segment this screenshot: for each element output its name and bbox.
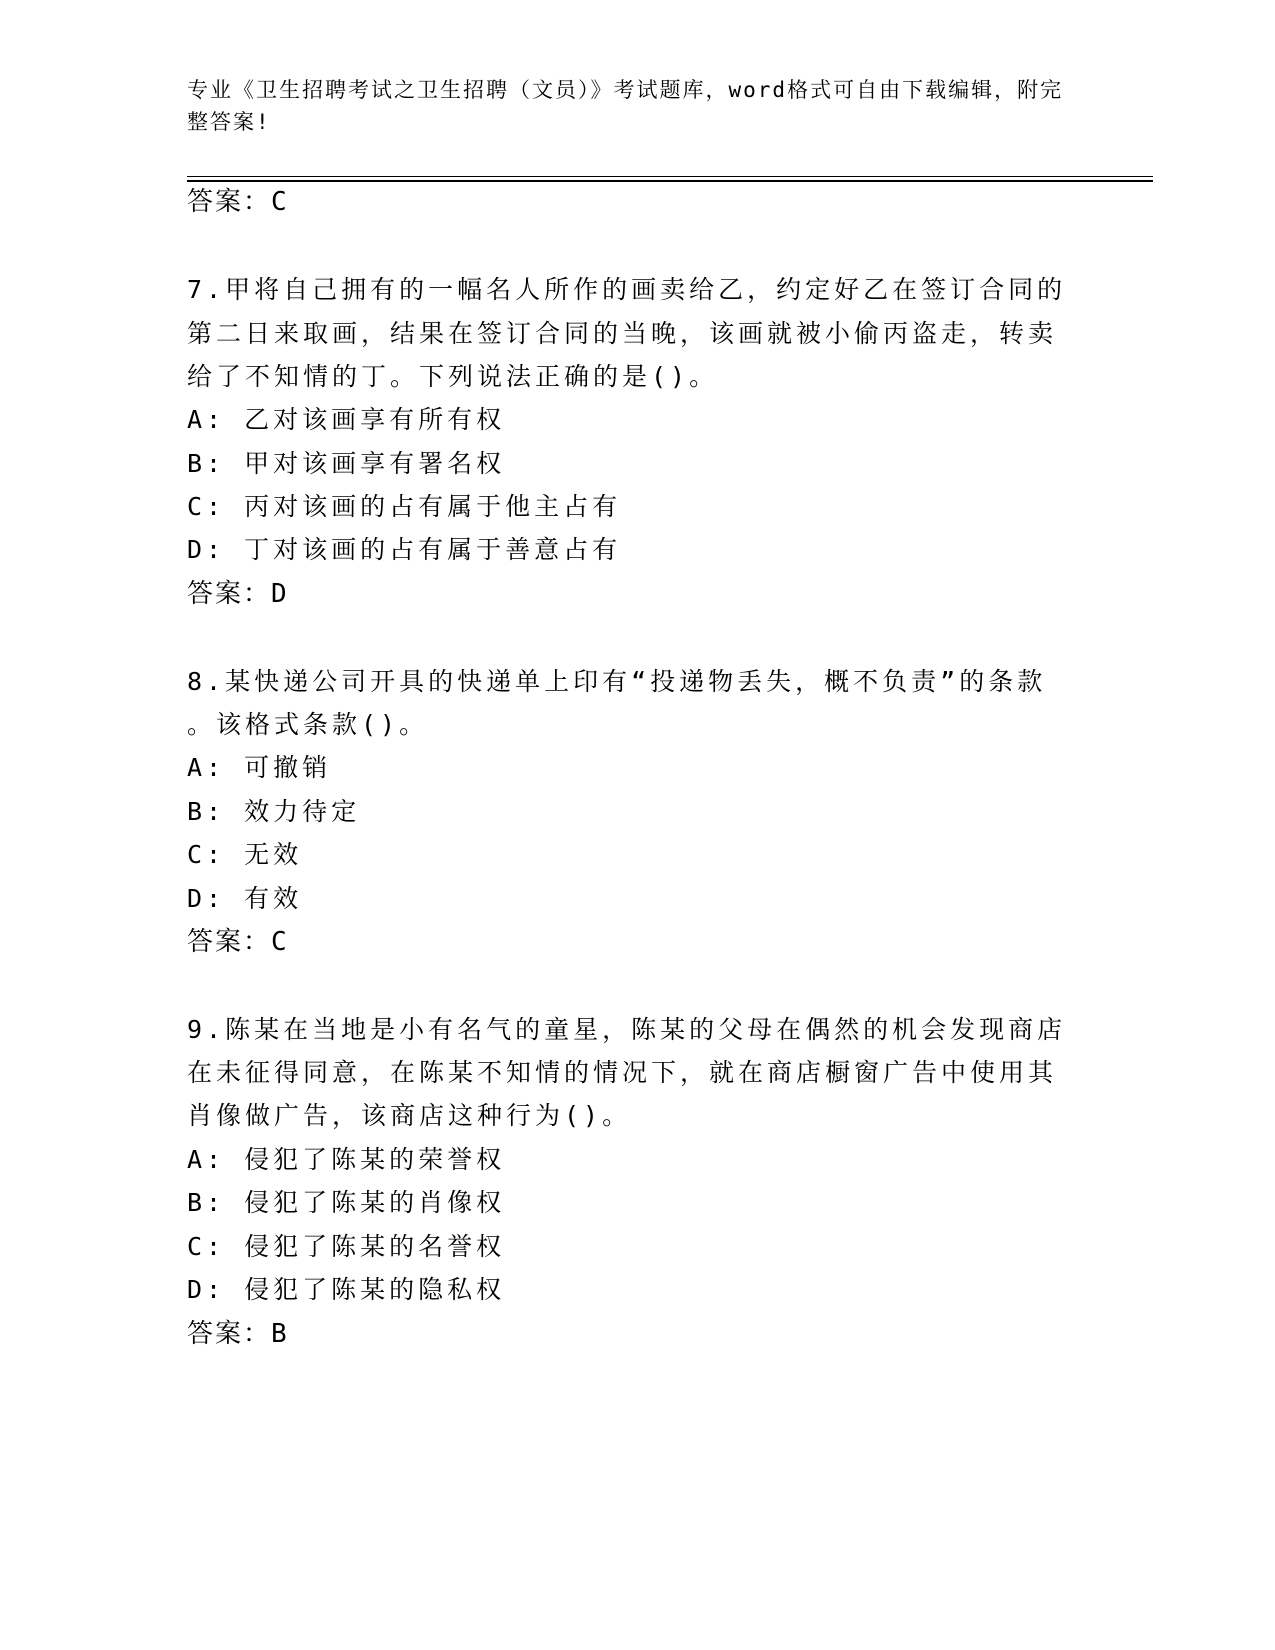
question-9-option-d: D: 侵犯了陈某的隐私权 (187, 1275, 506, 1304)
document-header: 专业《卫生招聘考试之卫生招聘（文员）》考试题库，word格式可自由下载编辑，附完整答案! (187, 78, 1064, 134)
question-8-stem-line-1: 8.某快递公司开具的快递单上印有“投递物丢失，概不负责”的条款 (187, 667, 1047, 696)
question-7-stem-line-3: 给了不知情的丁。下列说法正确的是()。 (187, 362, 719, 391)
question-8-option-d: D: 有效 (187, 884, 303, 913)
question-7-option-a: A: 乙对该画享有所有权 (187, 405, 506, 434)
header-rule-thick (187, 180, 1153, 182)
question-7-stem-line-1: 7.甲将自己拥有的一幅名人所作的画卖给乙，约定好乙在签订合同的 (187, 275, 1067, 304)
question-7-option-c: C: 丙对该画的占有属于他主占有 (187, 492, 622, 521)
previous-answer: 答案：C (187, 187, 289, 217)
question-9-stem-line-2: 在未征得同意，在陈某不知情的情况下，就在商店橱窗广告中使用其 (187, 1058, 1058, 1087)
header-rule-thin (187, 176, 1153, 177)
question-8-answer: 答案：C (187, 927, 289, 957)
question-9-stem-line-1: 9.陈某在当地是小有名气的童星，陈某的父母在偶然的机会发现商店 (187, 1015, 1067, 1044)
question-7-stem-line-2: 第二日来取画，结果在签订合同的当晚，该画就被小偷丙盗走，转卖 (187, 319, 1058, 348)
question-9-stem-line-3: 肖像做广告，该商店这种行为()。 (187, 1101, 632, 1130)
question-8-option-c: C: 无效 (187, 840, 303, 869)
question-9-option-c: C: 侵犯了陈某的名誉权 (187, 1232, 506, 1261)
question-8-option-a: A: 可撤销 (187, 753, 332, 782)
question-7-option-d: D: 丁对该画的占有属于善意占有 (187, 535, 622, 564)
question-7-answer: 答案：D (187, 579, 289, 609)
question-9-option-a: A: 侵犯了陈某的荣誉权 (187, 1145, 506, 1174)
question-7-option-b: B: 甲对该画享有署名权 (187, 449, 506, 478)
question-8-stem-line-2: 。该格式条款()。 (187, 710, 429, 739)
question-9-answer: 答案：B (187, 1319, 289, 1349)
question-8-option-b: B: 效力待定 (187, 797, 361, 826)
question-9-option-b: B: 侵犯了陈某的肖像权 (187, 1188, 506, 1217)
